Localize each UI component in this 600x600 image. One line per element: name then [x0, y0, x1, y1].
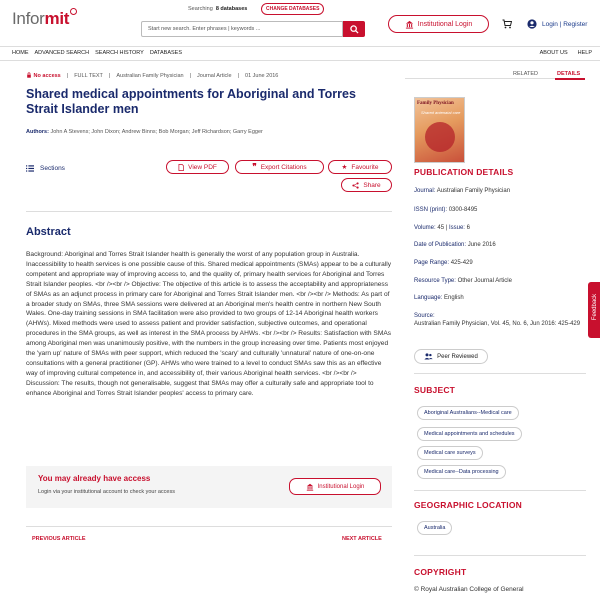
- abstract-text: Background: Aboriginal and Torres Strait Islander health is generally the worst of any population group in Australia. Inaccessibility to health services is one possible cause of this. Shared medical appointments (SMAs) appear to be a culturally competent and appropriate way of improving access to, and the quality of, primary health services for Aboriginal and Torres Strait Islander peoples. <br /><br /> Objective: The objective of this article is to assess the acceptability and appropriateness of SMAs as an adjunct process in primary care for Aboriginal and Torres Strait Islander men. <br /><br /> Methods: As part of a broader study on SMAs, three SMA sessions were delivered at an Aboriginal men's health centre in northern New South Wales. One-day training sessions in SMA facilitation were also provided to two groups of 12-14 Aboriginal health workers (AHWs). Mixed methods were used to assess patient and provider satisfaction, subjective outcomes, and operational procedures in the SMA groups, as well as interest in the SMA process by AHWs. <br /><br /> Results: Satisfaction with SMAs among Aboriginal men was unanimously positive, with the numbers in the group increasing over time. Patients most enjoyed the 'yarn up' nature of SMAs with peer support, which reduced the 'scary' and culturally 'unnatural' nature of one-on-one consultations with a general practitioner (GP). AHWs who were trained to a level to conduct SMAs saw this as an effective way of improving cultural competence in, and accessibility of, their various Aboriginal health services. <br /><br /> Discussion: The results, though not generalisable, suggest that SMAs may offer a culturally safe and appropriate tool to enhance Aboriginal and Torres Strait Islander peoples' access to primary care.: [26, 251, 392, 397]
- header: [0, 0, 600, 46]
- authors: Authors: John A Stevens; John Dixon; Andrew Binns; Bob Morgan; Jeff Richardson; Garry Egger: [26, 129, 263, 135]
- detail-restype: Resource Type: Other Journal Article: [414, 278, 512, 284]
- nav-search-history[interactable]: SEARCH HISTORY: [95, 50, 144, 56]
- change-databases-button[interactable]: CHANGE DATABASES: [261, 3, 324, 15]
- abstract-heading: Abstract: [26, 226, 71, 238]
- detail-volume: Volume: 45 | Issue: 6: [414, 225, 470, 231]
- journal-label: Australian Family Physician: [116, 72, 184, 79]
- journal-cover-image[interactable]: Family Physician Shared antenatal care: [414, 97, 465, 163]
- favourite-button[interactable]: ★ Favourite: [328, 160, 392, 174]
- detail-issn: ISSN (print): 0300-8495: [414, 207, 478, 213]
- date-label: 01 June 2016: [245, 72, 279, 79]
- subject-tag[interactable]: Aboriginal Australians--Medical care: [417, 406, 519, 420]
- next-article-link[interactable]: NEXT ARTICLE: [342, 536, 382, 542]
- cart-icon: [502, 19, 512, 29]
- access-subtext: Login via your institutional account to check your access: [38, 489, 175, 495]
- detail-pubdate: Date of Publication: June 2016: [414, 242, 496, 248]
- divider: [26, 211, 392, 212]
- feedback-tab[interactable]: Feedback: [588, 282, 600, 338]
- nav-help[interactable]: HELP: [577, 50, 592, 56]
- divider: [414, 555, 586, 556]
- share-button[interactable]: Share: [341, 178, 392, 192]
- peer-reviewed-badge: Peer Reviewed: [414, 349, 488, 364]
- pdf-icon: [178, 164, 184, 171]
- copyright-text: © Royal Australian College of General: [414, 586, 524, 593]
- detail-journal: Journal: Australian Family Physician: [414, 188, 511, 194]
- subject-tag[interactable]: Medical care surveys: [417, 446, 483, 460]
- publication-details-heading: PUBLICATION DETAILS: [414, 167, 514, 177]
- divider: [414, 490, 586, 491]
- logo-ring-icon: [70, 8, 77, 15]
- format-label: FULL TEXT: [74, 72, 103, 79]
- detail-pages: Page Range: 425-429: [414, 260, 473, 266]
- access-institutional-login-button[interactable]: Institutional Login: [289, 478, 381, 495]
- lock-icon: [26, 72, 32, 78]
- sidebar-tabs: [405, 66, 585, 79]
- institution-icon: [405, 20, 414, 29]
- subject-tag[interactable]: Medical care--Data processing: [417, 465, 506, 479]
- geo-tag[interactable]: Australia: [417, 521, 452, 535]
- list-icon: [26, 165, 34, 172]
- subject-tag[interactable]: Medical appointments and schedules: [417, 427, 522, 441]
- previous-article-link[interactable]: PREVIOUS ARTICLE: [32, 536, 86, 542]
- access-heading: You may already have access: [38, 474, 151, 483]
- main-nav: [0, 46, 600, 61]
- no-access-badge: No access: [26, 72, 61, 79]
- tab-related[interactable]: RELATED: [513, 71, 538, 77]
- institutional-login-button[interactable]: Institutional Login: [388, 15, 489, 33]
- nav-databases[interactable]: DATABASES: [149, 50, 183, 56]
- databases-count: 8 databases: [215, 6, 248, 12]
- detail-language: Language: English: [414, 295, 464, 301]
- divider: [414, 373, 586, 374]
- user-icon: [527, 19, 537, 29]
- active-tab-indicator: [555, 78, 585, 80]
- nav-advanced-search[interactable]: ADVANCED SEARCH: [34, 50, 90, 56]
- nav-home[interactable]: HOME: [12, 50, 29, 56]
- star-icon: ★: [341, 164, 348, 171]
- detail-source: Source: Australian Family Physician, Vol. 45, No. 6, Jun 2016: 425-429: [414, 313, 581, 327]
- nav-about-us[interactable]: ABOUT US: [539, 50, 568, 56]
- search-button[interactable]: [343, 21, 365, 37]
- subject-heading: SUBJECT: [414, 385, 456, 395]
- informit-logo[interactable]: Informit: [12, 9, 69, 29]
- search-icon: [350, 25, 359, 34]
- copyright-heading: COPYRIGHT: [414, 567, 467, 577]
- type-label: Journal Article: [197, 72, 232, 79]
- search-input[interactable]: Start new search. Enter phrases | keywords ...: [141, 21, 343, 37]
- institution-icon: [306, 483, 314, 491]
- tab-details[interactable]: DETAILS: [557, 71, 581, 77]
- view-pdf-button[interactable]: View PDF: [166, 160, 229, 174]
- login-register-link[interactable]: Login | Register: [527, 19, 587, 29]
- cart-button[interactable]: [502, 19, 512, 29]
- divider: [26, 526, 392, 527]
- article-title: Shared medical appointments for Aboriginal and Torres Strait Islander men: [26, 87, 356, 116]
- access-box: [26, 466, 392, 508]
- people-icon: [424, 353, 433, 360]
- article-meta: No access | FULL TEXT | Australian Family Physician | Journal Article | 01 June 2016: [26, 72, 278, 79]
- geographic-location-heading: GEOGRAPHIC LOCATION: [414, 500, 523, 510]
- sections-toggle[interactable]: Sections: [26, 165, 65, 172]
- searching-info: Searching 8 databases: [188, 6, 248, 12]
- share-icon: [352, 182, 359, 189]
- quote-icon: ❞: [252, 162, 257, 171]
- export-citations-button[interactable]: ❞ Export Citations: [235, 160, 324, 174]
